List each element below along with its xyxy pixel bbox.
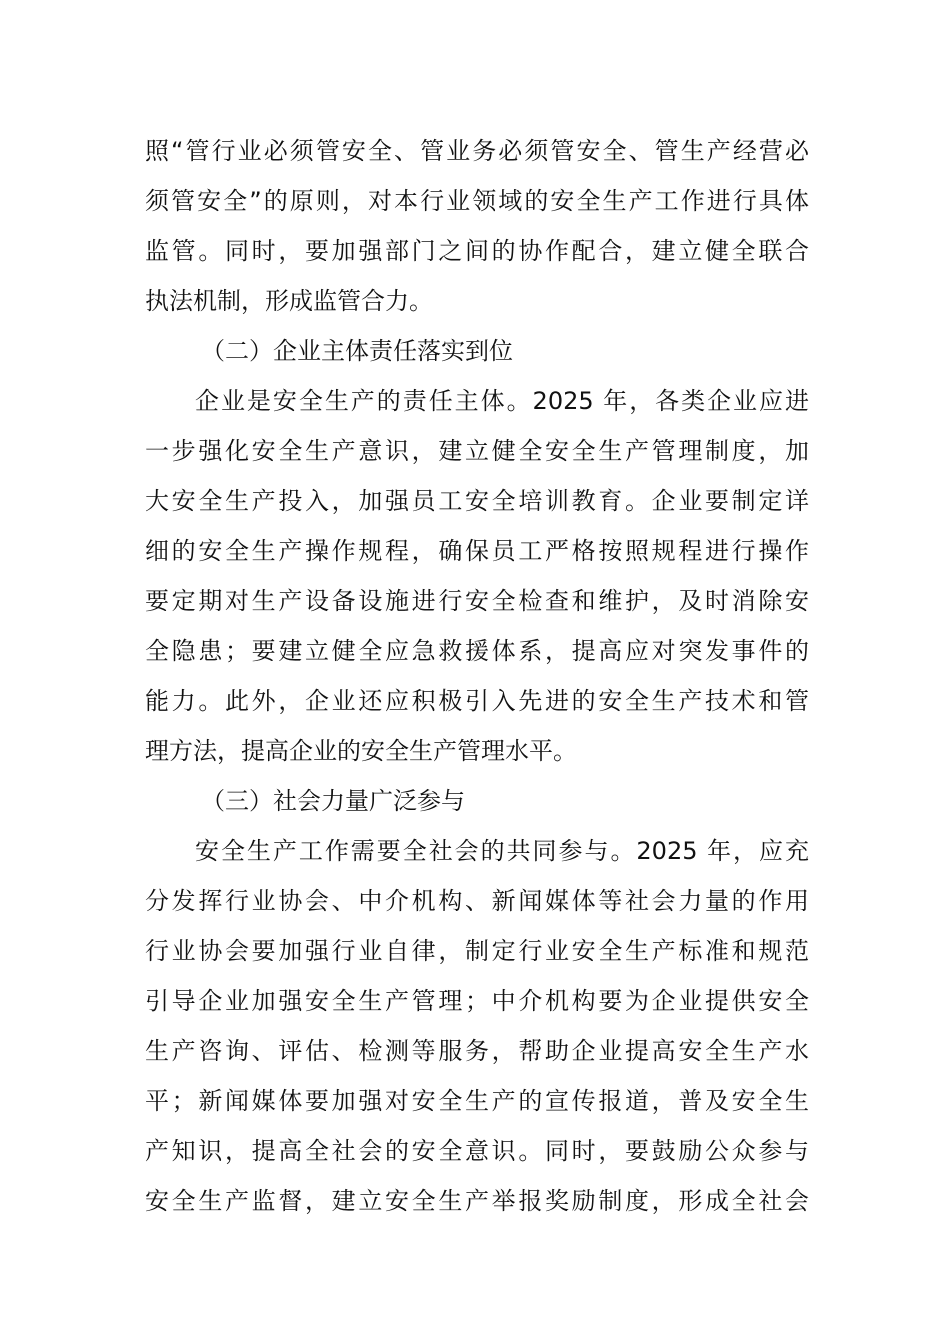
text-line: 分发挥行业协会、中介机构、新闻媒体等社会力量的作用 [145,887,809,915]
text-line: 平；新闻媒体要加强对安全生产的宣传报道，普及安全生 [145,1087,809,1115]
text-line: 大安全生产投入，加强员工安全培训教育。企业要制定详 [145,487,809,515]
text-line: 引导企业加强安全生产管理；中介机构要为企业提供安全 [145,987,809,1015]
document-body [145,126,809,1226]
paragraph-supervision [145,126,809,326]
paragraph-society [145,826,809,1226]
section-heading-enterprise: （二）企业主体责任落实到位 [201,337,513,365]
text-line: 能力。此外，企业还应积极引入先进的安全生产技术和管 [145,687,809,715]
text-line: 细的安全生产操作规程，确保员工严格按照规程进行操作 [145,537,809,565]
text-line: 产知识，提高全社会的安全意识。同时，要鼓励公众参与 [145,1137,809,1165]
paragraph-enterprise [145,376,809,776]
text-line: 安全生产监督，建立安全生产举报奖励制度，形成全社会 [145,1187,809,1215]
section-heading-society: （三）社会力量广泛参与 [201,787,465,815]
text-line: 全隐患；要建立健全应急救援体系，提高应对突发事件的 [145,637,809,665]
text-line: 行业协会要加强行业自律，制定行业安全生产标准和规范 [145,937,809,965]
text-line: 执法机制，形成监管合力。 [145,287,433,315]
text-line: 一步强化安全生产意识，建立健全安全生产管理制度，加 [145,437,809,465]
text-line: 企业是安全生产的责任主体。2025 年，各类企业应进 [195,387,809,415]
text-line: 安全生产工作需要全社会的共同参与。2025 年，应充 [195,837,809,865]
text-line: 监管。同时，要加强部门之间的协作配合，建立健全联合 [145,237,809,265]
text-line: 理方法，提高企业的安全生产管理水平。 [145,737,577,765]
text-line: 照“管行业必须管安全、管业务必须管安全、管生产经营必 [145,137,809,165]
text-line: 要定期对生产设备设施进行安全检查和维护，及时消除安 [145,587,809,615]
text-line: 须管安全”的原则，对本行业领域的安全生产工作进行具体 [145,187,809,215]
text-line: 生产咨询、评估、检测等服务，帮助企业提高安全生产水 [145,1037,809,1065]
